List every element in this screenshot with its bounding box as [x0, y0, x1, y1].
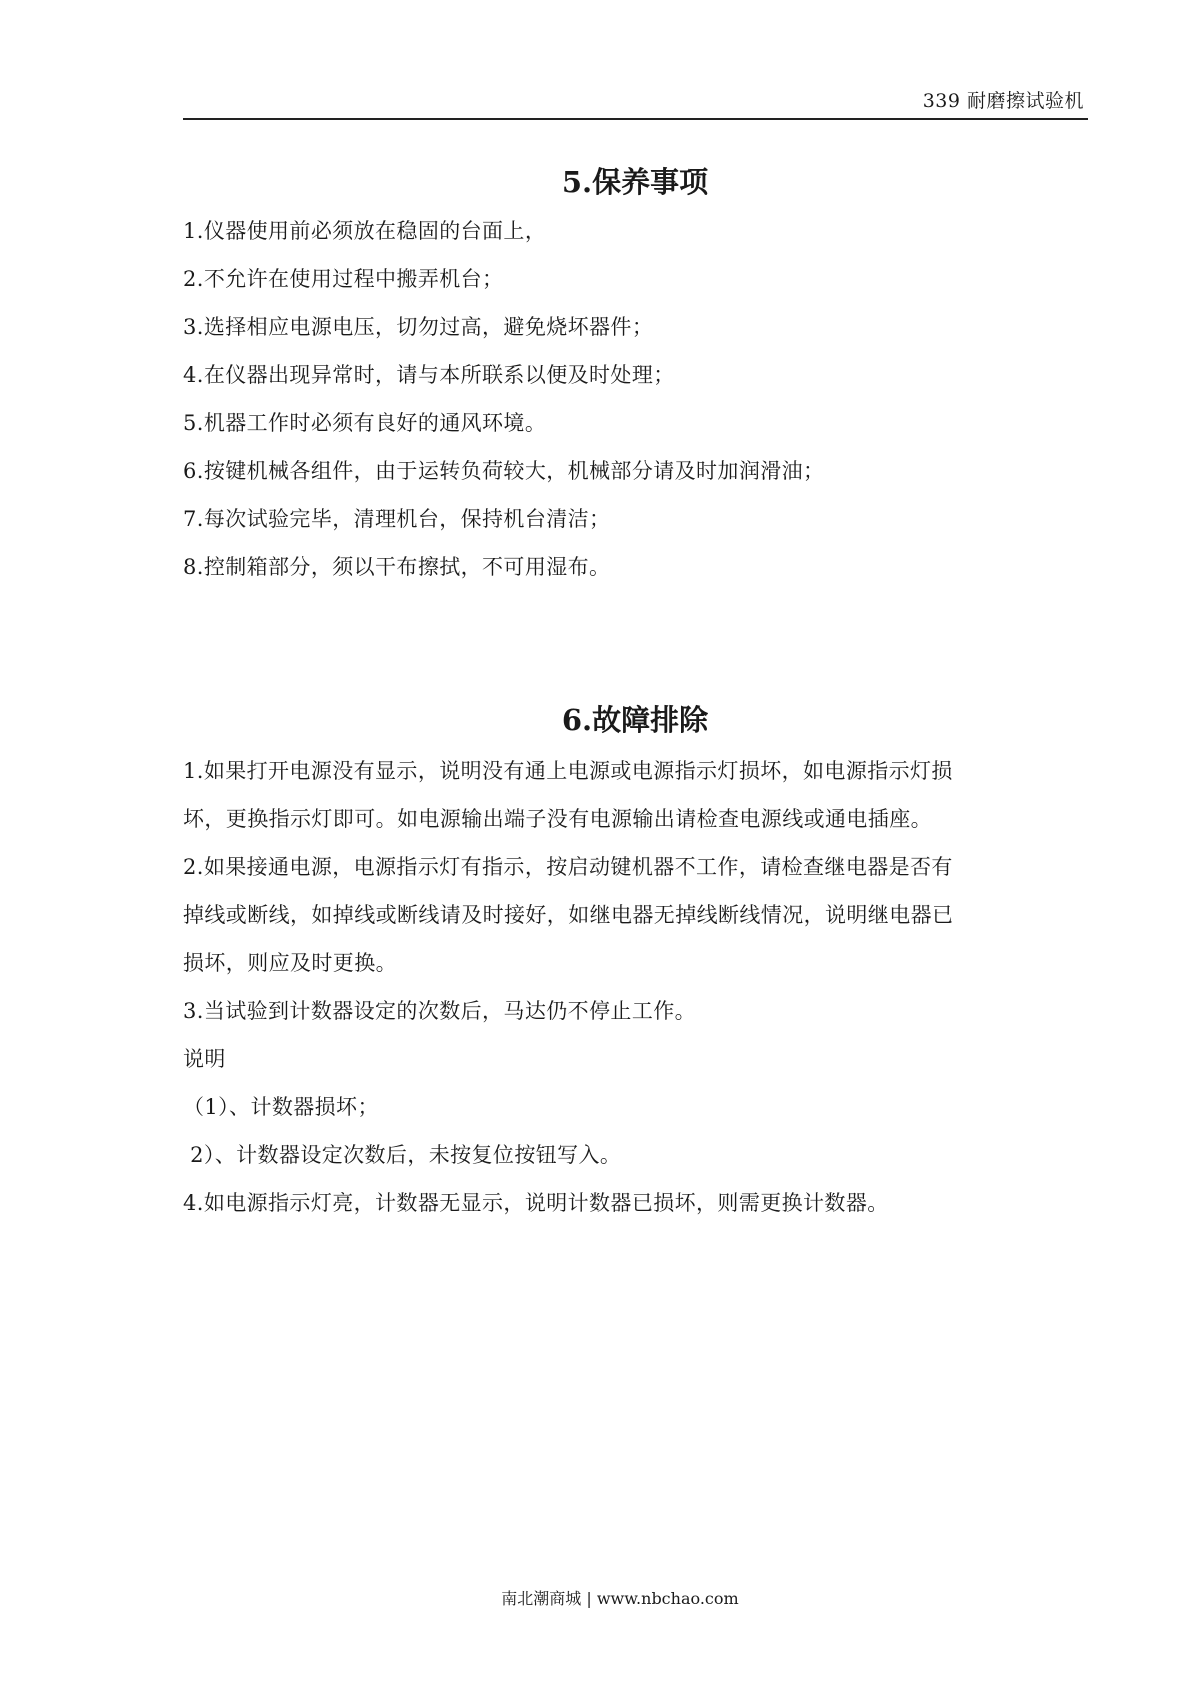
maintenance-item-3: 3.选择相应电源电压，切勿过高，避免烧坏器件；	[183, 315, 654, 339]
maintenance-item-5: 5.机器工作时必须有良好的通风环境。	[183, 411, 547, 435]
header-title: 339 耐磨擦试验机	[922, 90, 1084, 112]
troubleshooting-line-9: 2）、计数器设定次数后，未按复位按钮写入。	[183, 1143, 622, 1167]
troubleshooting-line-2: 坏，更换指示灯即可。如电源输出端子没有电源输出请检查电源线或通电插座。	[183, 807, 932, 831]
maintenance-item-8: 8.控制箱部分，须以干布擦拭，不可用湿布。	[183, 555, 611, 579]
maintenance-item-4: 4.在仪器出现异常时，请与本所联系以便及时处理；	[183, 363, 675, 387]
maintenance-item-1: 1.仪器使用前必须放在稳固的台面上，	[183, 219, 547, 243]
troubleshooting-line-10: 4.如电源指示灯亮，计数器无显示，说明计数器已损坏，则需更换计数器。	[183, 1191, 889, 1215]
page-footer: 南北潮商城 | www.nbchao.com	[501, 1589, 739, 1608]
troubleshooting-line-8: （1）、计数器损坏；	[183, 1095, 379, 1119]
troubleshooting-line-4: 掉线或断线，如掉线或断线请及时接好，如继电器无掉线断线情况，说明继电器已	[183, 903, 954, 927]
troubleshooting-line-3: 2.如果接通电源，电源指示灯有指示，按启动键机器不工作，请检查继电器是否有	[183, 855, 953, 879]
page-header	[183, 82, 1088, 120]
troubleshooting-line-6: 3.当试验到计数器设定的次数后，马达仍不停止工作。	[183, 999, 697, 1023]
maintenance-item-7: 7.每次试验完毕，清理机台，保持机台清洁；	[183, 507, 611, 531]
section-6-title: 6.故障排除	[561, 703, 709, 737]
maintenance-item-2: 2.不允许在使用过程中搬弄机台；	[183, 267, 504, 291]
troubleshooting-line-7: 说明	[183, 1047, 226, 1071]
maintenance-item-6: 6.按键机械各组件，由于运转负荷较大，机械部分请及时加润滑油；	[183, 459, 825, 483]
troubleshooting-line-5: 损坏，则应及时更换。	[183, 951, 397, 975]
section-5-title: 5.保养事项	[561, 165, 709, 199]
troubleshooting-line-1: 1.如果打开电源没有显示，说明没有通上电源或电源指示灯损坏，如电源指示灯损	[183, 759, 953, 783]
